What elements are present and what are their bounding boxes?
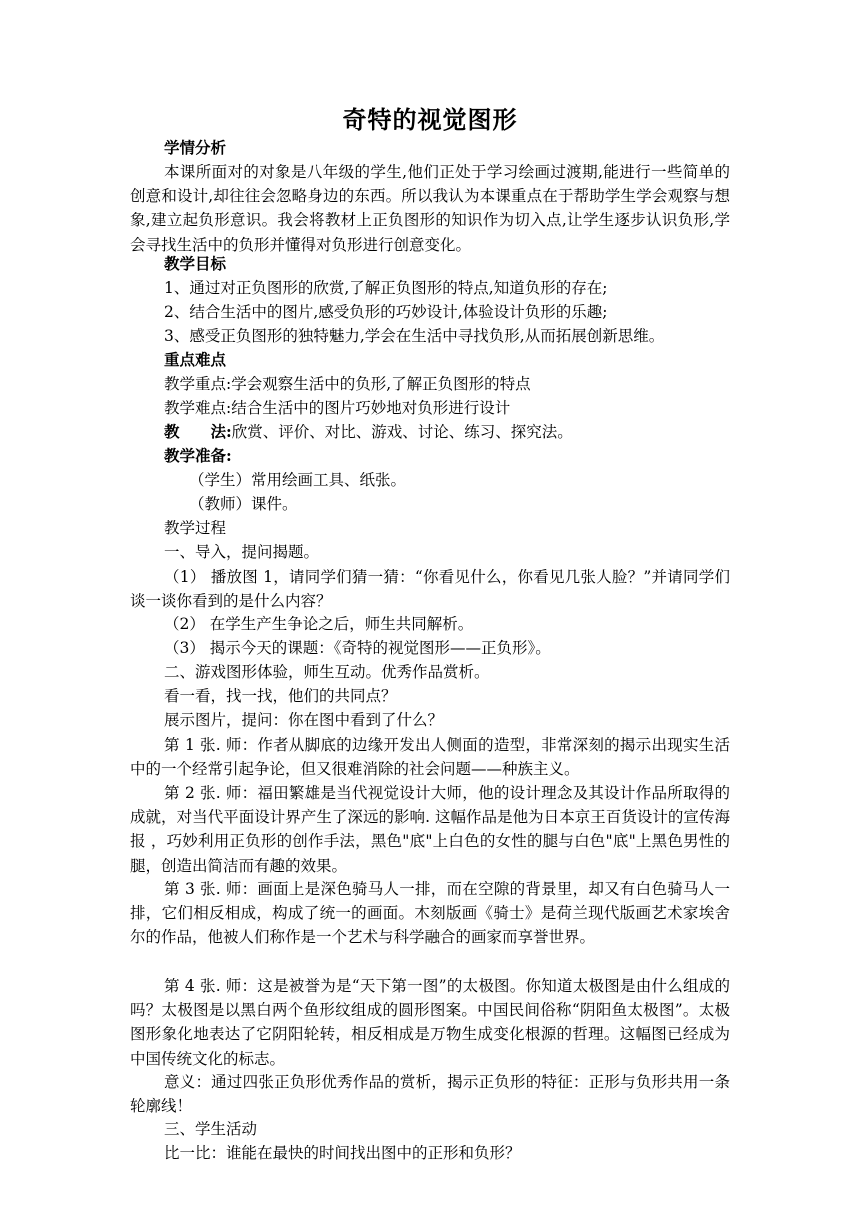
step-1-item-1: （1） 播放图 1，请同学们猜一猜：“你看见什么，你看见几张人脸？”并请同学们谈一谈你看到的是什么内容？: [130, 568, 730, 611]
key-point: 教学重点:学会观察生活中的负形,了解正负图形的特点: [164, 375, 531, 393]
goals-heading: 教学目标: [164, 254, 227, 273]
preparation-heading: 教学准备:: [164, 446, 232, 465]
step-1: 一、导入，提问揭题。: [164, 543, 320, 561]
step-3-compare: 比一比：谁能在最快的时间找出图中的正形和负形？: [164, 1144, 521, 1162]
card-3-paragraph: 第 3 张. 师：画面上是深色骑马人一排，而在空隙的背景里，却又有白色骑马人一排，它们相反相成，构成了统一的画面。木刻版画《骑士》是荷兰现代版画艺术家埃舍尔的作品，他被人们称作是一个艺术与科学融合的画家而享誉世界。: [130, 880, 730, 947]
analysis-paragraph: 本课所面对的对象是八年级的学生,他们正处于学习绘画过渡期,能进行一些简单的创意和设计,却往往会忽略身边的东西。所以我认为本课重点在于帮助学生学会观察与想象,建立起负形意识。我会将教材上正负图形的知识作为切入点,让学生逐步认识负形,学会寻找生活中的负形并懂得对负形进行创意变化。: [130, 163, 730, 254]
step-2-look: 看一看，找一找，他们的共同点？: [164, 687, 397, 705]
goal-item-3: 3、感受正负图形的独特魅力,学会在生活中寻找负形,从而拓展创新思维。: [164, 327, 665, 345]
prep-student: （学生）常用绘画工具、纸张。: [189, 471, 407, 489]
step-1-item-2: （2） 在学生产生争论之后，师生共同解析。: [164, 615, 474, 633]
key-points-heading: 重点难点: [164, 350, 227, 369]
prep-teacher: （教师）课件。: [189, 495, 298, 513]
document-title: 奇特的视觉图形: [342, 105, 518, 134]
method-text: 欣赏、评价、对比、游戏、讨论、练习、探究法。: [231, 423, 573, 441]
goal-item-2: 2、结合生活中的图片,感受负形的巧妙设计,体验设计负形的乐趣;: [164, 303, 608, 321]
card-2-paragraph: 第 2 张. 师：福田繁雄是当代视觉设计大师，他的设计理念及其设计作品所取得的成就，对当代平面设计界产生了深远的影响. 这幅作品是他为日本京王百货设计的宣传海报 ，巧妙利用正负形的创作手法，黑色"底"上白色的女性的腿与白色"底"上黑色男性的腿，创造出简洁而有趣的效果。: [130, 784, 730, 875]
card-1-paragraph: 第 1 张. 师：作者从脚底的边缘开发出人侧面的造型，非常深刻的揭示出现实生活中的一个经常引起争论，但又很难消除的社会问题——种族主义。: [130, 736, 730, 779]
goal-item-1: 1、通过对正负图形的欣赏,了解正负图形的特点,知道负形的存在;: [164, 279, 608, 297]
difficult-point: 教学难点:结合生活中的图片巧妙地对负形进行设计: [164, 399, 511, 417]
method-label: 教 法:: [164, 422, 232, 441]
step-2-show: 展示图片，提问：你在图中看到了什么？: [164, 711, 444, 729]
meaning-paragraph: 意义：通过四张正负形优秀作品的赏析，揭示正负形的特征：正形与负形共用一条轮廓线！: [130, 1073, 730, 1116]
card-4-paragraph: 第 4 张. 师：这是被誉为是“天下第一图”的太极图。你知道太极图是由什么组成的吗？太极图是以黑白两个鱼形纹组成的圆形图案。中国民间俗称“阴阳鱼太极图”。太极图形象化地表达了它阴阳轮转，相反相成是万物生成变化根源的哲理。这幅图已经成为中国传统文化的标志。: [130, 977, 730, 1068]
step-3: 三、学生活动: [164, 1120, 258, 1138]
analysis-heading: 学情分析: [164, 138, 227, 157]
process-heading: 教学过程: [164, 519, 227, 537]
step-2: 二、游戏图形体验，师生互动。优秀作品赏析。: [164, 663, 490, 681]
step-1-item-3: （3） 揭示今天的课题：《奇特的视觉图形——正负形》。: [164, 639, 551, 657]
teaching-method: [164, 421, 573, 443]
